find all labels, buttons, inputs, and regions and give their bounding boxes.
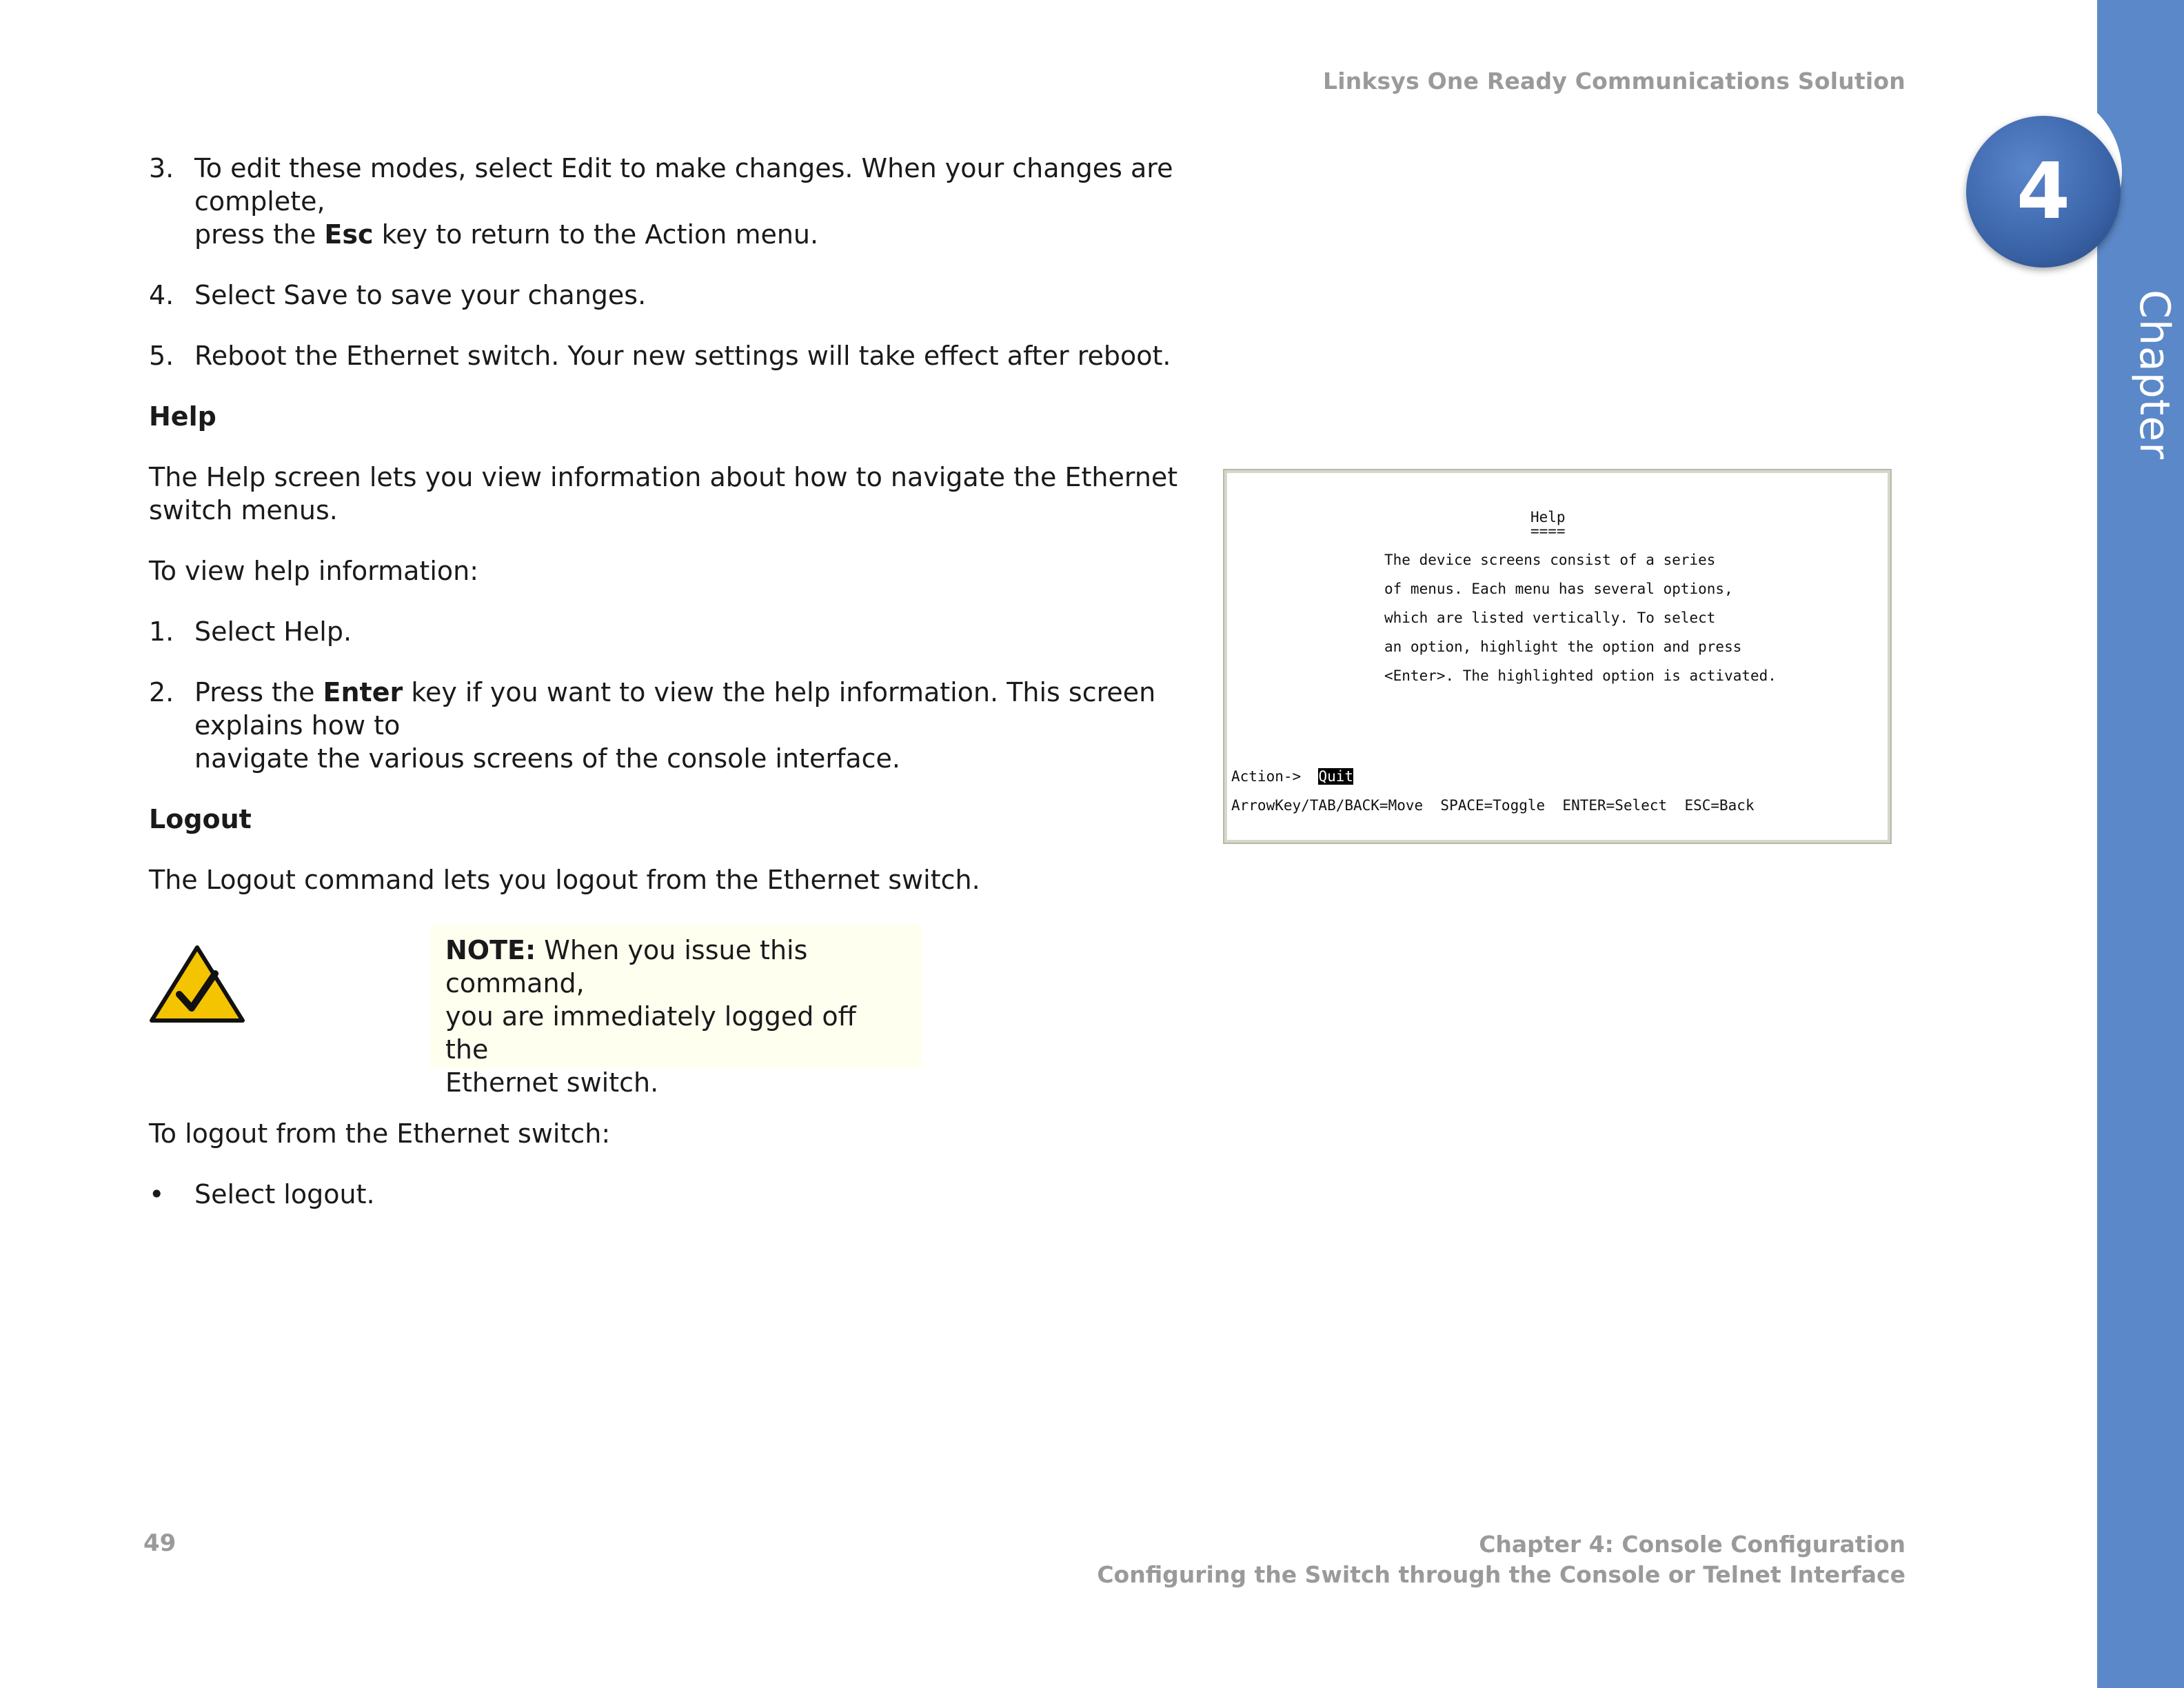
list-item: 1. Select Help. — [149, 616, 352, 647]
list-item: 4. Select Save to save your changes. — [149, 280, 647, 310]
chapter-label: Chapter — [2130, 290, 2178, 460]
section-heading-help: Help — [149, 401, 216, 432]
running-header: Linksys One Ready Communications Solution — [1322, 68, 1905, 94]
section-heading-logout: Logout — [149, 804, 252, 834]
terminal-line: The device screens consist of a series — [1384, 552, 1716, 568]
list-item: 2. Press the Enter key if you want to view the help information. This screen explains how to navigate the various screens of the console interface. — [149, 677, 1156, 774]
page-number: 49 — [143, 1529, 176, 1557]
terminal-line: of menus. Each menu has several options, — [1384, 581, 1733, 597]
paragraph: To logout from the Ethernet switch: — [149, 1118, 611, 1149]
footer-section-title: Configuring the Switch through the Console or Telnet Interface — [1097, 1561, 1905, 1588]
terminal-help-bar: ArrowKey/TAB/BACK=Move SPACE=Toggle ENTER=Select ESC=Back — [1231, 797, 1755, 814]
terminal-line: <Enter>. The highlighted option is activated. — [1384, 667, 1777, 684]
console-screenshot — [1224, 470, 1890, 843]
page-body — [149, 152, 1211, 1238]
chapter-sidebar — [2097, 0, 2184, 1688]
paragraph: The Help screen lets you view information about how to navigate the Ethernet switch menus. — [149, 462, 1178, 525]
paragraph: To view help information: — [149, 556, 479, 586]
footer-chapter-title: Chapter 4: Console Configuration — [1479, 1531, 1905, 1558]
bullet-item: • Select logout. — [149, 1179, 375, 1209]
checkmark-caution-icon — [149, 943, 245, 1026]
note-label: NOTE: — [445, 935, 536, 965]
terminal-title-underline: ==== — [1530, 523, 1566, 539]
terminal-line: an option, highlight the option and press — [1384, 639, 1742, 655]
key-name: Esc — [324, 219, 374, 250]
paragraph: The Logout command lets you logout from the Ethernet switch. — [149, 865, 980, 895]
note-callout — [149, 924, 1211, 1096]
note-box: NOTE: When you issue this command, you are immediately logged off the Ethernet switch. — [430, 924, 921, 1069]
terminal-line: which are listed vertically. To select — [1384, 610, 1716, 626]
key-name: Enter — [323, 677, 403, 707]
quit-option: Quit — [1318, 768, 1354, 785]
terminal-title: Help — [1530, 509, 1566, 525]
running-footer — [1097, 1529, 1905, 1590]
terminal-action-row: Action-> Quit — [1231, 768, 1354, 785]
chapter-number-badge: 4 — [1966, 116, 2121, 268]
list-item: 5. Reboot the Ethernet switch. Your new settings will take effect after reboot. — [149, 341, 1171, 371]
list-item: 3. To edit these modes, select Edit to make changes. When your changes are complete, press the Esc key to return to the Action menu. — [149, 153, 1173, 250]
